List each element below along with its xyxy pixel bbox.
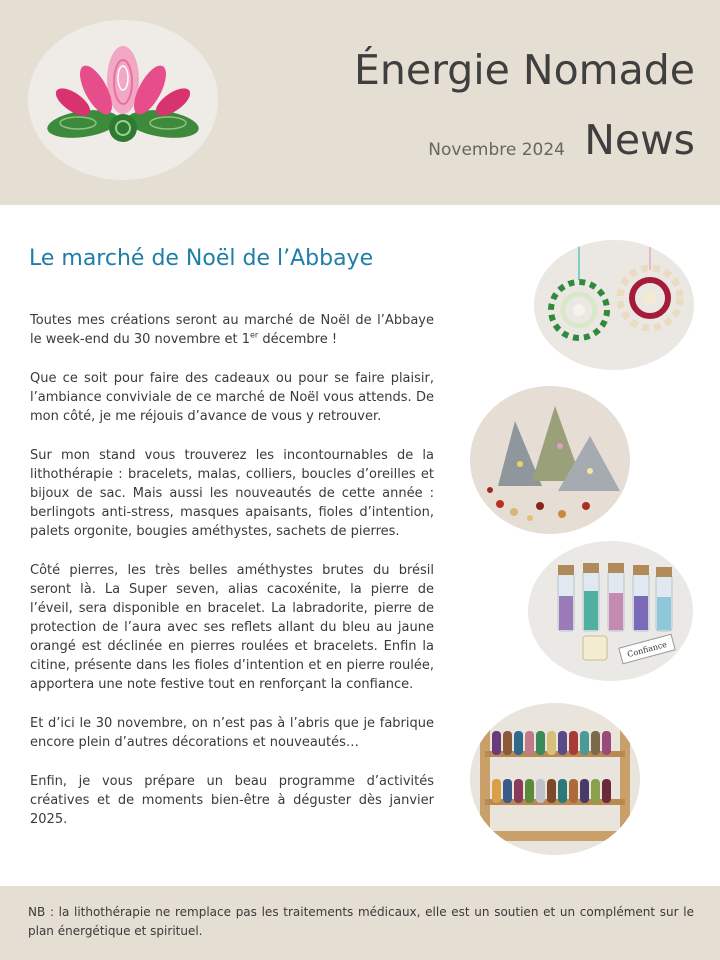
article-paragraph: Que ce soit pour faire des cadeaux ou pour se faire plaisir, l’ambiance conviviale de ce marché de Noël vous attends. De mon côté, je me réjouis d’avance de vous y retrouver.: [30, 371, 434, 424]
article-paragraph: Enfin, je vous prépare un beau programme d’activités créatives et de moments bien-être à déguster dès janvier 2025.: [30, 774, 434, 827]
header-band: [0, 0, 720, 205]
lotus-quilling-logo: [28, 20, 218, 180]
photo-bracelets: [470, 703, 640, 855]
news-heading: News: [584, 116, 695, 164]
newsletter-title: Énergie Nomade: [354, 46, 695, 94]
footer-disclaimer: NB : la lithothérapie ne remplace pas les traitements médicaux, elle est un soutien et un complément sur le plan énergétique et spirituel.: [28, 905, 694, 938]
article-paragraph: Toutes mes créations seront au marché de Noël de l’Abbaye le week-end du 30 novembre et 1er décembre !: [30, 313, 434, 347]
photo-ornaments: [534, 240, 694, 370]
article-paragraph: Et d’ici le 30 novembre, on n’est pas à l’abris que je fabrique encore plein d’autres décorations et nouveautés…: [30, 716, 434, 750]
vial-tag: Confiance: [626, 639, 668, 660]
footer-band: [0, 886, 720, 960]
photo-intention-vials: [528, 541, 693, 681]
photo-berlingots: [470, 386, 630, 534]
article-paragraph: Sur mon stand vous trouverez les incontournables de la lithothérapie : bracelets, malas, colliers, boucles d’oreilles et bijoux de sac. Mais aussi les nouveautés de cette année : berlingots anti-stress, masques apaisants, fioles d’intention, palets orgonite, bougies améthystes, sachets de pierres.: [30, 448, 434, 539]
article-body: [30, 311, 434, 849]
issue-date: Novembre 2024: [428, 140, 565, 160]
article-title: Le marché de Noël de l’Abbaye: [29, 246, 374, 271]
article-paragraph: Côté pierres, les très belles améthystes brutes du brésil seront là. La Super seven, alias cacoxénite, la pierre de l’éveil, sera disponible en bracelet. La labradorite, pierre de protection de l’aura avec ses reflets allant du bleu au jaune orangé est déclinée en pierres roulées et bracelets. Enfin la citine, présente dans les fioles d’intention et en pierre roulée, apportera une note festive tout en renforçant la confiance.: [30, 563, 434, 692]
